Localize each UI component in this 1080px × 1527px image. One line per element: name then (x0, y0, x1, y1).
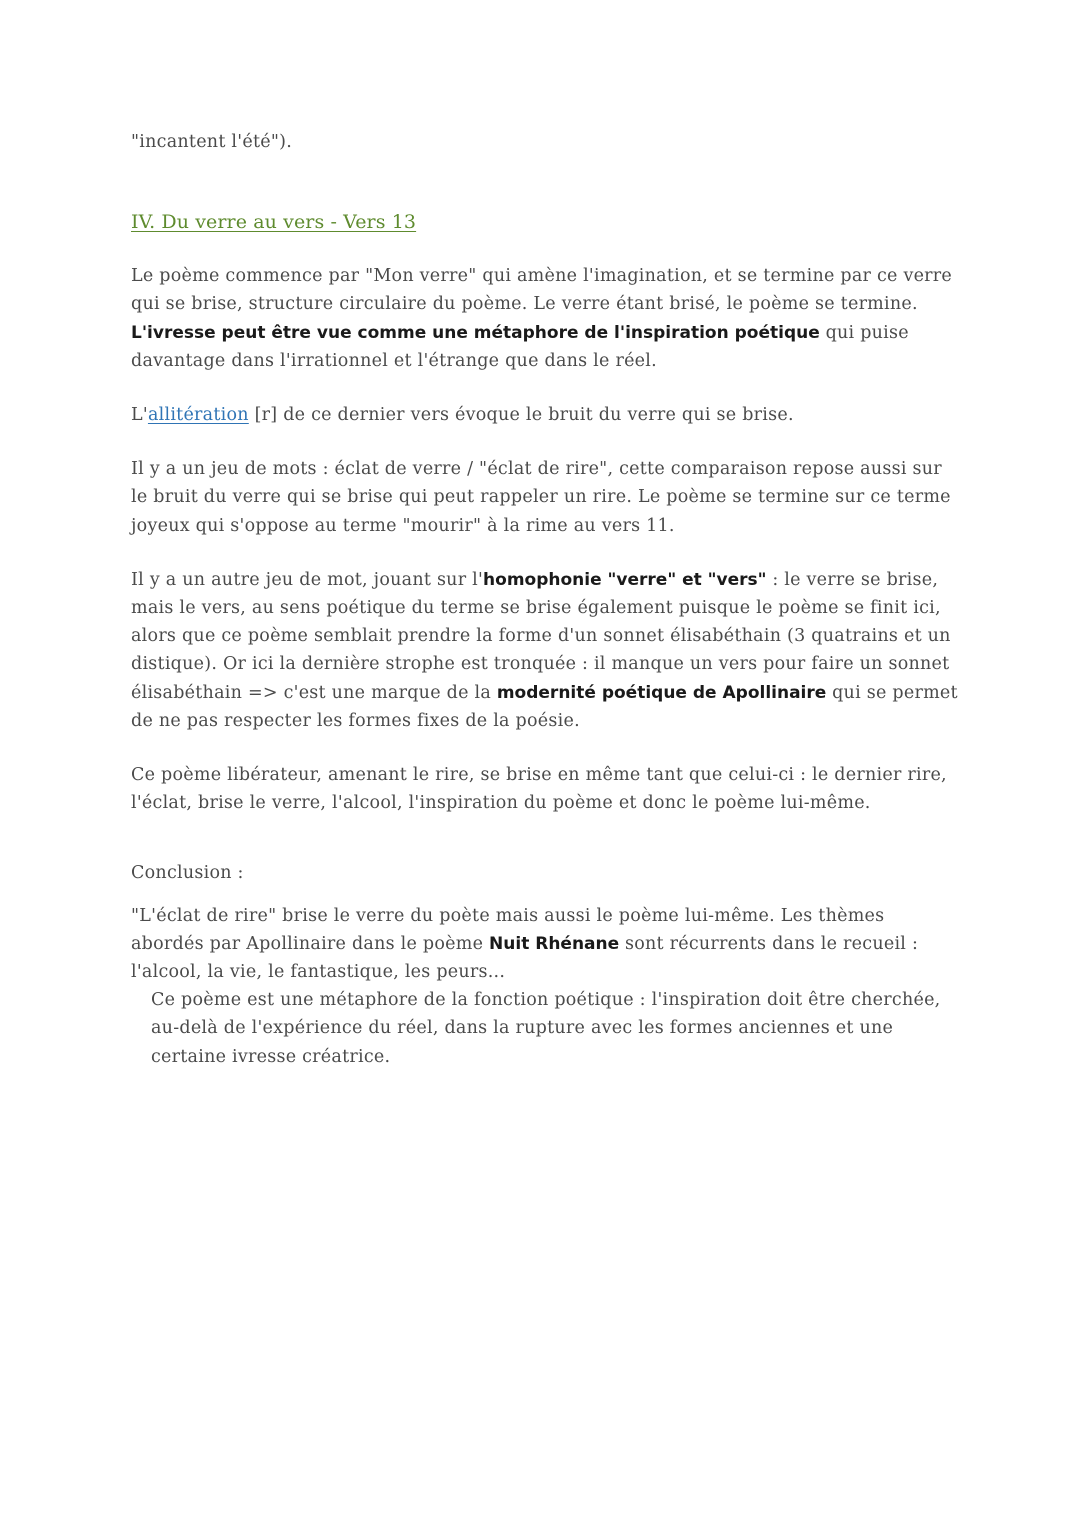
paragraph-text: L' (131, 405, 148, 426)
paragraph-text: qui puise davantage dans l'irrationnel et l'étrange que dans le réel. (131, 322, 909, 371)
paragraph-text: qui se permet de ne pas respecter les formes fixes de la poésie. (131, 682, 958, 731)
highlight-ivresse: L'ivresse peut être vue comme une métaphore de l'inspiration poétique (131, 322, 820, 343)
paragraph-liberateur: Ce poème libérateur, amenant le rire, se brise en même tant que celui-ci : le dernier rire, l'éclat, brise le verre, l'alcool, l'inspiration du poème et donc le poème lui-même. (131, 765, 947, 814)
conclusion-heading: Conclusion : (131, 863, 244, 884)
paragraph-text: Le poème commence par "Mon verre" qui amène l'imagination, et se termine par ce verre qui se brise, structure circulaire du poème. Le verre étant brisé, le poème se termine. (131, 266, 953, 315)
highlight-modernite: modernité poétique de Apollinaire (496, 682, 827, 703)
paragraph-text: "L'éclat de rire" brise le verre du poète mais aussi le poème lui-même. Les thèmes abordés par Apollinaire dans le poème (131, 905, 885, 954)
paragraph-homophonie (131, 566, 961, 735)
conclusion-paragraph (131, 902, 961, 987)
alliteration-link[interactable]: allitération (147, 405, 249, 426)
conclusion-paragraph-metaphore: Ce poème est une métaphore de la fonction poétique : l'inspiration doit être cherchée, au-delà de l'expérience du réel, dans la rupture avec les formes anciennes et une certaine ivresse créatrice. (151, 990, 941, 1067)
paragraph-text: Il y a un autre jeu de mot, jouant sur l' (131, 569, 484, 590)
document-page (131, 128, 961, 1071)
highlight-nuit-rhenane: Nuit Rhénane (489, 933, 620, 954)
paragraph-structure (131, 262, 961, 375)
paragraph-text: sont récurrents dans le recueil : l'alcool, la vie, le fantastique, les peurs... (131, 933, 919, 983)
highlight-homophonie: homophonie "verre" et "vers" (483, 569, 767, 590)
continuation-line: "incantent l'été"). (131, 132, 293, 152)
paragraph-text: [r] de ce dernier vers évoque le bruit du verre qui se brise. (248, 405, 794, 426)
paragraph-text: : le verre se brise, mais le vers, au sens poétique du terme se brise également puisque le poème se finit ici, alors que ce poème semblait prendre la forme d'un sonnet élisabéthain (3 quatrains et un distique). Or ici la dernière strophe est tronquée : il manque un vers pour faire un sonnet élisabéthain => c'est une marque de la (131, 569, 951, 703)
paragraph-jeu-de-mots: Il y a un jeu de mots : éclat de verre / "éclat de rire", cette comparaison repose aussi sur le bruit du verre qui se brise qui peut rappeler un rire. Le poème se termine sur ce terme joyeux qui s'oppose au terme "mourir" à la rime au vers 11. (131, 459, 951, 536)
paragraph-alliteration (131, 401, 961, 429)
section-heading: IV. Du verre au vers - Vers 13 (131, 211, 417, 234)
